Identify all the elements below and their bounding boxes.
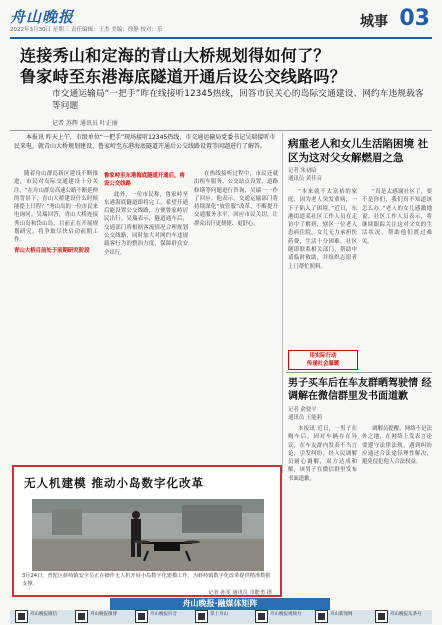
story-1-column-1: [288, 188, 357, 346]
qr-label: 舟山晚报头条号: [390, 612, 422, 617]
drone-photo: [32, 499, 264, 571]
lead-column-1: [14, 170, 98, 460]
story-2-headline: 男子买车后在车友群晒驾驶情 经调解在微信群里发书面道歉: [288, 378, 432, 402]
page-number: 03: [399, 6, 430, 31]
photo-feature-box: [12, 465, 282, 597]
story-2-column-2-text: 调解员提醒，网络不是法外之地，在网络上发表言论要遵守法律法规，遇到纠纷应通过合法途径理性解决，避免侵犯他人合法权益。: [362, 426, 432, 466]
column-divider: [282, 133, 283, 473]
story-2-byline: 记者 俞骁平 通讯员 王能莉: [288, 407, 323, 421]
qr-code-icon: [16, 611, 27, 622]
lead-headline-line-1: 连接秀山和定海的青山大桥规划得如何了？: [20, 46, 330, 65]
story-2-column-2: [362, 425, 432, 565]
dateline: 2022年3月30日 星期三 责任编辑：王杰 美编：徐静 校对：乐: [10, 27, 163, 33]
qr-code-icon: [136, 611, 147, 622]
story-1-column-1-text: “本来就不太富裕的家庭，因为老人突发重病，一下子陷入了困境。”近日，东港街道某社区工作人员在走访中了解到，辖区一位老人患病住院，女儿无力承担医药费，生活十分困难。社区随即联系相关部门，帮助申请临时救助，并组织志愿者上门帮忙照料。: [288, 189, 357, 270]
newspaper-logo: 舟山晚报: [10, 8, 75, 26]
lead-column-2-text: 此外，一位市民称，鲁家峙至东港海底隧道即将完工，希望开通后能设置公交线路，方便鲁家峙居民出行。吴瑞表示，隧道通车后，交通部门将根据客流情况合理规划公交线路，同时加大对网约车违规载客行为的整治力度，保障群众安全出行。: [104, 191, 188, 256]
qr-code-icon: [376, 611, 387, 622]
story-1-headline: 病重老人和女儿生活陷困境 社区为这对父女解燃眉之急: [288, 138, 429, 164]
qr-code-icon: [256, 611, 267, 622]
highlight-line-1: 用实际行动: [309, 353, 337, 359]
lead-headline: [20, 45, 425, 87]
lead-headline-line-2: 鲁家峙至东港海底隧道开通后设公交线路吗？: [20, 67, 347, 86]
section-name: 城事: [360, 14, 388, 30]
photo-credit: 记者 孙雯 通讯员 卓能勇 摄: [208, 590, 272, 596]
lead-byline: 记者 苏辉 通讯员 叶正丽: [52, 120, 118, 127]
qr-label: 舟山新闻网: [330, 612, 353, 617]
story-1-column-2-text: “真是太感谢社区了，要不是你们，我们真不知道该怎么办。”老人的女儿感激地说。社区工作人员表示，将继续跟踪关注这对父女的生活状况，帮助他们渡过难关。: [362, 189, 432, 245]
qr-label: 舟山晚报抖音: [150, 612, 177, 617]
lead-subhead: 市交通运输局“一把手”昨在线接听12345热线，回答市民关心的岛际交通建设、网约车违规载客等问题: [52, 89, 424, 111]
lead-paragraph: 本报讯 昨天上午，市级单位“一把手”现场接听12345热线，市交通运输局党委书记吴瑞接听市民来电，就青山大桥规划建设、鲁家峙至东港海底隧道开通后公交线路设置等问题进行了解答。: [14, 134, 276, 150]
photo-feature-title: 无人机建模 推动小岛数字化改革: [24, 476, 205, 490]
story-1-column-2: [362, 188, 432, 366]
qr-code-icon: [196, 611, 207, 622]
photo-caption: 3月24日，普陀区虾峙镇安全员正在操作无人机开展小岛数字化建模工作，为虾峙镇数字化改革提供精准数据支撑。: [22, 573, 271, 587]
story-2-column-1: [288, 425, 357, 565]
qr-code-icon: [76, 611, 87, 622]
story-1-byline: 记者 朱初暗 通讯员 黄佳音: [288, 168, 323, 182]
lead-column-2: [104, 170, 188, 460]
masthead: [10, 6, 432, 36]
story-divider: [286, 372, 432, 373]
qr-code-icon: [316, 611, 327, 622]
story-2-column-1-text: 本报讯 近日，一男子在购车后，因对车辆存在异议，在车友群内发表不当言论，引发纠纷。经人民调解员耐心调解，双方达成和解，该男子在微信群里发布书面道歉。: [288, 426, 357, 482]
qr-label: 掌上舟山: [210, 612, 228, 617]
lead-column-2-subheading: 鲁家峙至东港海底隧道开通后，将设公交线路: [104, 173, 185, 188]
lead-column-1-subheading: 青山大桥目前处于前期研究阶段: [14, 247, 90, 254]
footer-banner: 舟山晚报·融媒体矩阵: [110, 598, 330, 610]
highlight-line-2: 传递社会温暖: [306, 361, 340, 367]
lead-column-3: [194, 170, 278, 460]
headline-divider: [10, 130, 432, 131]
qr-label: 舟山晚报视频号: [270, 612, 302, 617]
drone-photo-image: [32, 499, 264, 571]
lead-column-3-text: 在热线接听过程中，市民还就出租车服务、公交站点设置、道路修缮等问题进行咨询，吴瑞一一作了回应。他表示，交通运输部门将持续深化“放管服”改革，不断提升交通服务水平，回应市民关切，让群众出行更便捷、更舒心。: [194, 171, 278, 227]
story-1-highlight-box: [288, 350, 358, 370]
lead-column-1-text: 随着舟山群岛新区建设不断推进，市民对岛际交通建设十分关注。“在舟山群岛高速公路不断延伸的背景下，青山大桥建设什么时候能提上日程？”秀山岛的一位市民来电询问。吴瑞回答，青山大桥连接秀山岛和岱山岛，目前正在开展规划研究，将争取尽快启动前期工作。: [14, 171, 98, 244]
qr-label: 舟山晚报微信: [30, 612, 57, 617]
masthead-divider: [10, 37, 432, 39]
qr-label: 舟山晚报微博: [90, 612, 117, 617]
